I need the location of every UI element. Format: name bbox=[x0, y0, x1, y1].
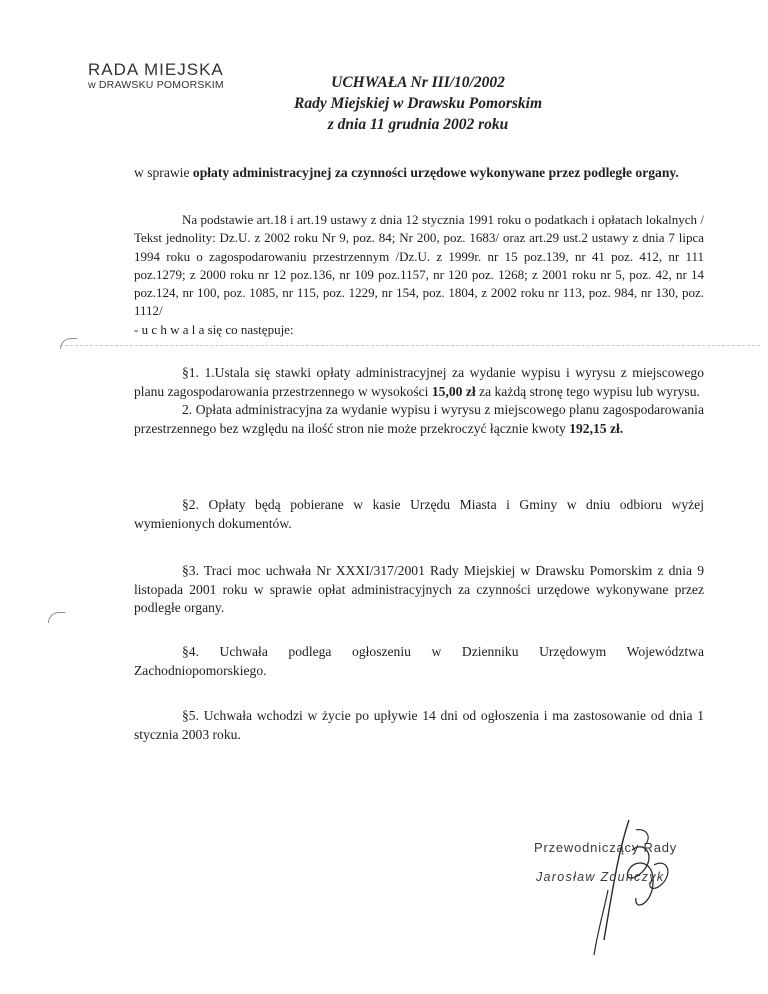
paragraph-4 bbox=[134, 643, 704, 680]
signature-role: Przewodniczący Rady bbox=[534, 840, 678, 855]
resolution-subject bbox=[134, 164, 704, 183]
signature-name: Jarosław Zdunczyk bbox=[536, 870, 665, 884]
scan-fold-line bbox=[60, 345, 760, 346]
p1-b1: 2. Opłata administracyjna za wydanie wypisu i wyrysu z miejscowego planu zagospodarowania przestrzennego bez względu na ilość stron nie może przekroczyć łącznie kwoty bbox=[134, 402, 704, 436]
resolution-title bbox=[248, 72, 588, 135]
resolves-rest: się co następuje: bbox=[204, 321, 294, 337]
p1-limit: 192,15 zł. bbox=[569, 420, 624, 436]
legal-basis bbox=[134, 211, 704, 339]
title-number: UCHWAŁA Nr III/10/2002 bbox=[331, 74, 505, 91]
title-date: z dnia 11 grudnia 2002 roku bbox=[327, 116, 509, 133]
p2-text: §2. Opłaty będą pobierane w kasie Urzędu Miasta i Gminy w dniu odbioru wyżej wymienionych dokumentów. bbox=[134, 497, 704, 531]
subject-bold: opłaty administracyjnej za czynności urzędowe wykonywane przez podległe organy. bbox=[192, 165, 679, 180]
p4-text: §4. Uchwała podlega ogłoszeniu w Dzienniku Urzędowym Województwa Zachodniopomorskiego. bbox=[134, 644, 704, 678]
stamp-line-1: RADA MIEJSKA bbox=[88, 60, 224, 79]
punch-hole-mark bbox=[48, 612, 65, 623]
legal-basis-text: Na podstawie art.18 i art.19 ustawy z dnia 12 stycznia 1991 roku o podatkach i opłatach lokalnych / Tekst jednolity: Dz.U. z 2002 roku Nr 9, poz. 84; Nr 200, poz. 1683/ oraz art.29 ust.2 ustawy z dnia 7 lipca 1994 roku o zagospodarowaniu przestrzennym /Dz.U. z 1999r. nr 15 poz.139, nr 41 poz. 412, nr 111 poz.1279; z 2000 roku nr 12 poz.136, nr 109 poz.1157, nr 120 poz. 1268; z 2001 roku nr 5, poz. 42, nr 14 poz.124, nr 100, poz. 1085, nr 115, poz. 1229, nr 154, poz. 1804, z 2002 roku nr 113, poz. 984, nr 130, poz. 1112/ bbox=[134, 212, 704, 319]
p3-text: §3. Traci moc uchwała Nr XXXI/317/2001 Rady Miejskiej w Drawsku Pomorskim z dnia 9 listopada 2001 roku w sprawie opłat administracyjnych za czynności urzędowe wykonywane przez podległe organy. bbox=[134, 563, 704, 616]
paragraph-3 bbox=[134, 562, 704, 618]
paragraph-1 bbox=[134, 364, 704, 438]
council-stamp bbox=[88, 60, 224, 91]
p1-rate: 15,00 zł bbox=[431, 383, 476, 399]
paragraph-2 bbox=[134, 496, 704, 533]
subject-prefix: w sprawie bbox=[134, 165, 193, 180]
stamp-line-2: w DRAWSKU POMORSKIM bbox=[88, 79, 224, 91]
resolves-spaced: - u c h w a l a bbox=[134, 321, 205, 337]
paragraph-5 bbox=[134, 707, 704, 744]
p1-a1: §1. 1.Ustala się stawki opłaty administracyjnej za wydanie wypisu i wyrysu z miejscowego planu zagospodarowania przestrzennego w wysokości bbox=[134, 365, 704, 399]
p5-text: §5. Uchwała wchodzi w życie po upływie 14 dni od ogłoszenia i ma zastosowanie od dnia 1 stycznia 2003 roku. bbox=[134, 708, 704, 742]
p1-a2: za każdą stronę tego wypisu lub wyrysu. bbox=[475, 383, 700, 399]
handwritten-signature bbox=[534, 810, 734, 960]
signature-block bbox=[534, 840, 734, 960]
title-council: Rady Miejskiej w Drawsku Pomorskim bbox=[293, 95, 543, 112]
punch-hole-mark bbox=[60, 338, 77, 349]
